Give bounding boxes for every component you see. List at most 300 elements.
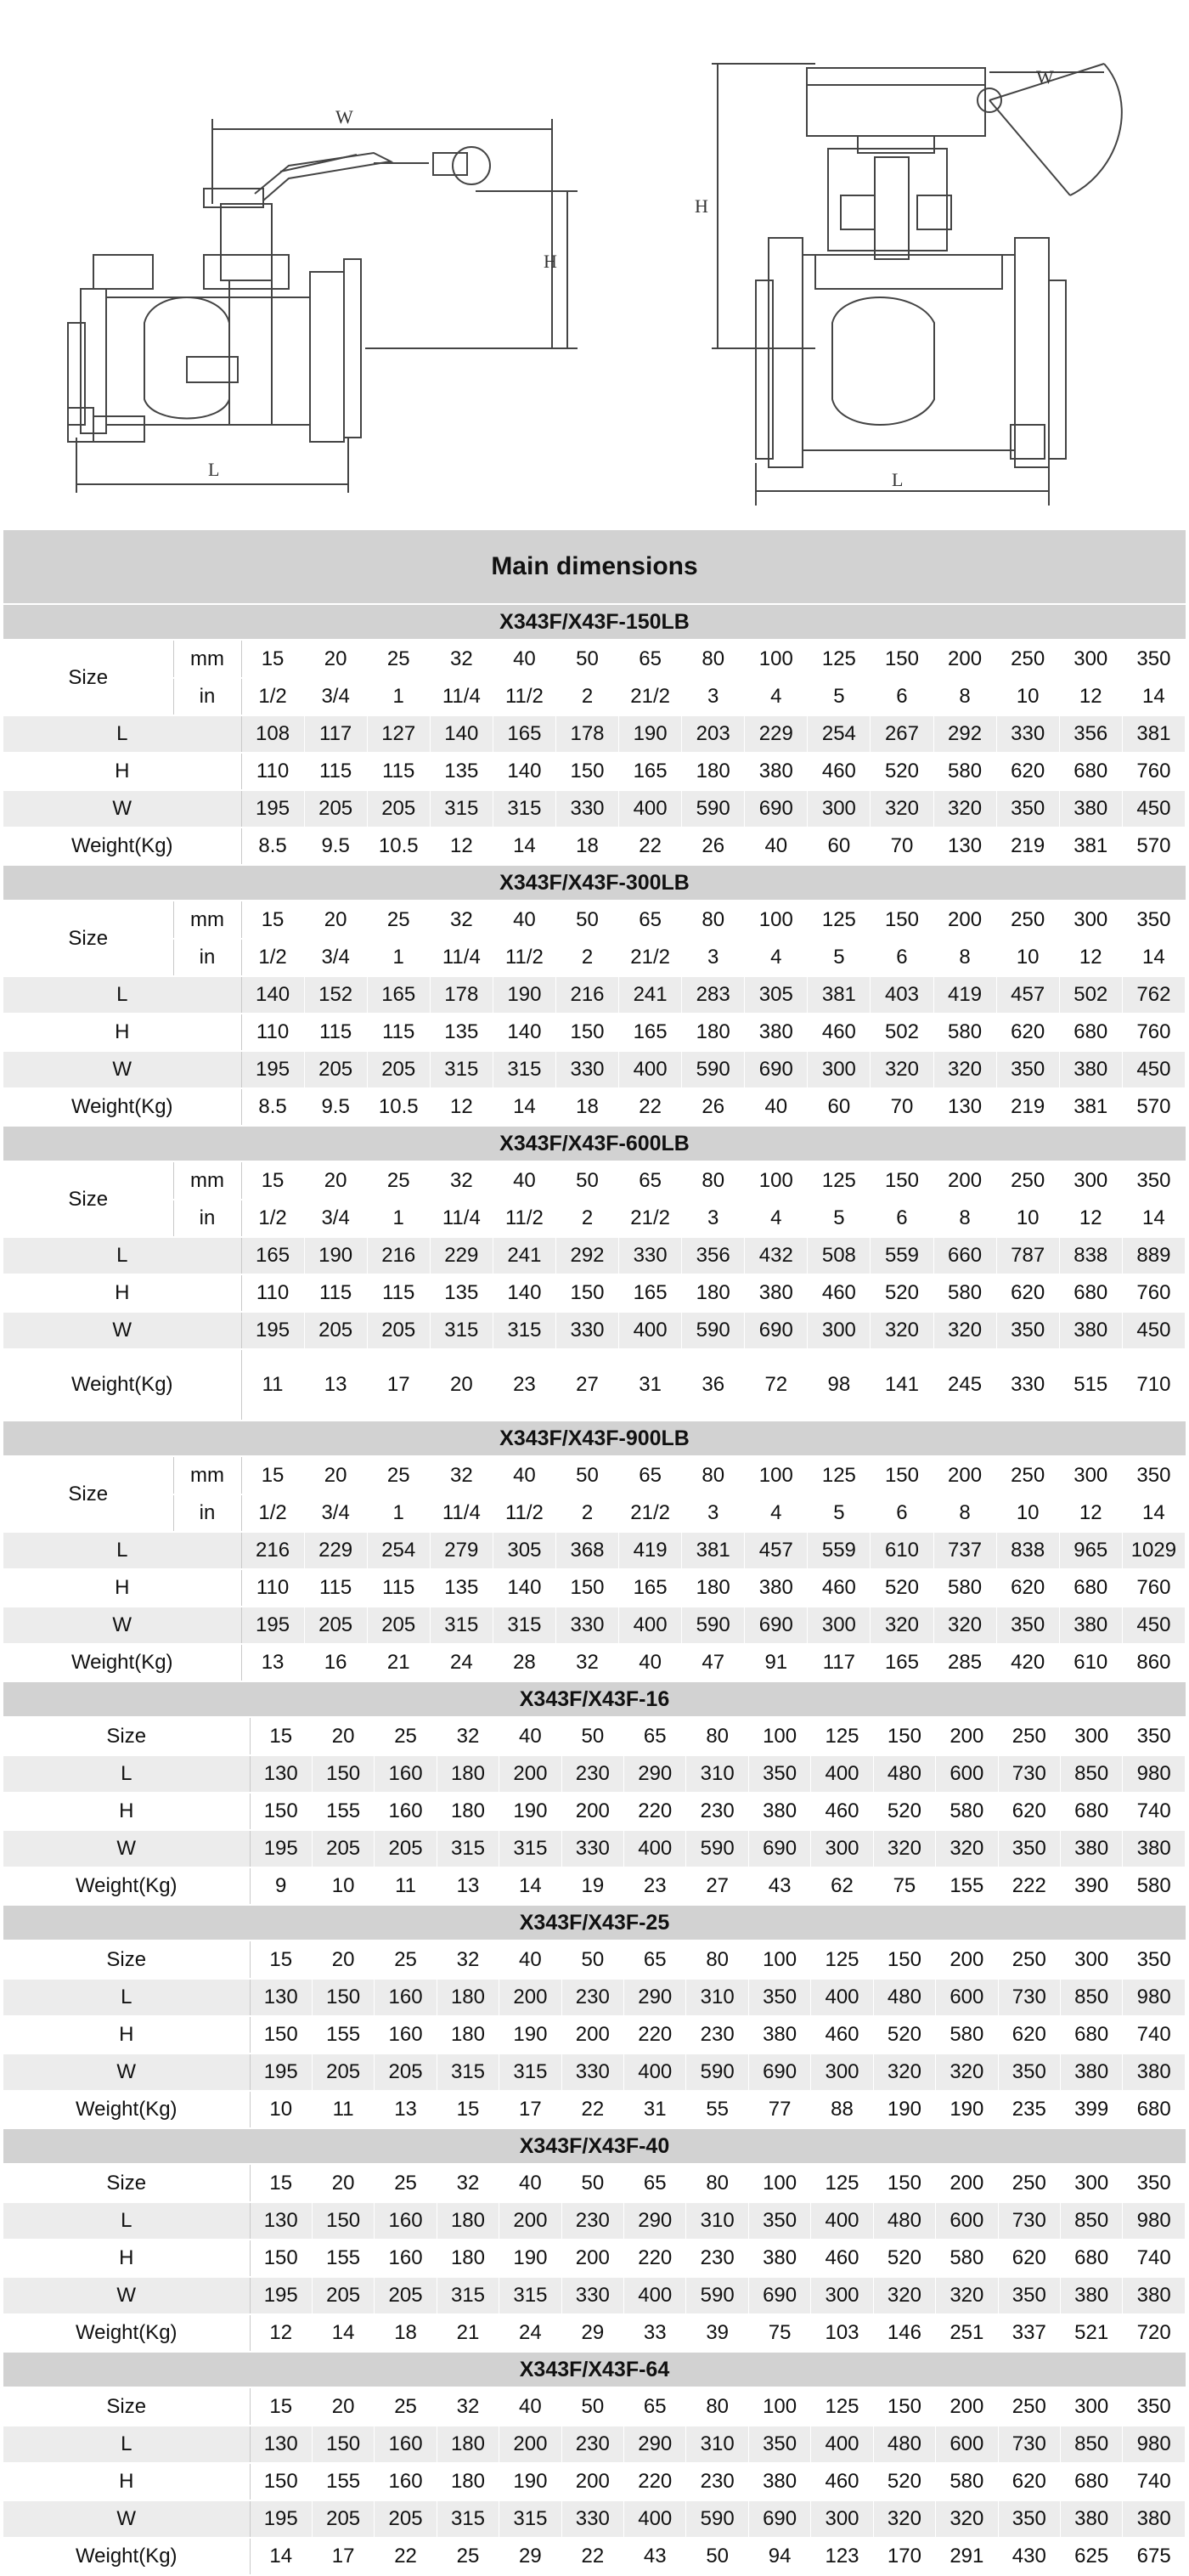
row-label: L <box>3 1755 250 1793</box>
size-cell: 300 <box>1060 1941 1122 1979</box>
mm-cell: 250 <box>996 641 1059 678</box>
value-cell: 350 <box>998 2053 1060 2091</box>
value-cell: 480 <box>873 1979 935 2016</box>
value-cell: 400 <box>619 1312 682 1349</box>
value-cell: 521 <box>1060 2314 1122 2352</box>
row-label: H <box>3 1569 241 1607</box>
value-cell: 195 <box>250 1830 312 1867</box>
table-row <box>3 2314 1186 2352</box>
value-cell: 330 <box>555 1312 618 1349</box>
value-cell: 290 <box>624 1755 686 1793</box>
value-cell: 680 <box>1060 2463 1122 2500</box>
value-cell: 315 <box>437 2053 499 2091</box>
in-cell: 2 <box>555 1200 618 1237</box>
size-cell: 15 <box>250 2388 312 2426</box>
mm-cell: 150 <box>871 1162 933 1200</box>
row-label: W <box>3 790 241 828</box>
value-cell: 356 <box>1059 715 1122 753</box>
value-cell: 205 <box>375 2500 437 2538</box>
mm-cell: 25 <box>367 901 430 939</box>
value-cell: 190 <box>499 2016 561 2053</box>
value-cell: 98 <box>808 1349 871 1421</box>
value-cell: 690 <box>748 2053 810 2091</box>
value-cell: 8.5 <box>241 1088 304 1126</box>
value-cell: 180 <box>437 1793 499 1830</box>
value-cell: 150 <box>312 1979 374 2016</box>
value-cell: 152 <box>304 976 367 1014</box>
value-cell: 75 <box>748 2314 810 2352</box>
table-row <box>3 1979 1186 2016</box>
value-cell: 150 <box>250 2240 312 2277</box>
value-cell: 838 <box>996 1532 1059 1569</box>
value-cell: 399 <box>1060 2091 1122 2128</box>
mm-cell: 15 <box>241 901 304 939</box>
size-cell: 40 <box>499 2165 561 2202</box>
value-cell: 330 <box>561 2500 623 2538</box>
in-cell: 1/2 <box>241 1494 304 1532</box>
size-label: Size <box>3 901 173 976</box>
value-cell: 22 <box>561 2091 623 2128</box>
value-cell: 350 <box>998 2277 1060 2314</box>
value-cell: 150 <box>555 1014 618 1051</box>
value-cell: 430 <box>998 2538 1060 2575</box>
value-cell: 130 <box>250 2426 312 2463</box>
value-cell: 205 <box>375 2053 437 2091</box>
value-cell: 300 <box>808 1312 871 1349</box>
size-cell: 65 <box>624 1941 686 1979</box>
spec-table <box>3 901 1186 1127</box>
mm-cell: 15 <box>241 1162 304 1200</box>
spec-table <box>3 641 1186 866</box>
size-cell: 300 <box>1060 2165 1122 2202</box>
value-cell: 216 <box>555 976 618 1014</box>
value-cell: 450 <box>1122 1312 1185 1349</box>
size-cell: 100 <box>748 1941 810 1979</box>
left-valve-drawing <box>68 119 578 493</box>
in-cell: 1 <box>367 1200 430 1237</box>
row-label: W <box>3 2053 250 2091</box>
value-cell: 620 <box>996 1274 1059 1312</box>
value-cell: 130 <box>250 1755 312 1793</box>
value-cell: 23 <box>493 1349 555 1421</box>
spec-table <box>3 2165 1186 2353</box>
value-cell: 160 <box>375 2463 437 2500</box>
value-cell: 245 <box>933 1349 996 1421</box>
value-cell: 22 <box>619 1088 682 1126</box>
row-label: Weight(Kg) <box>3 1867 250 1905</box>
table-row <box>3 2277 1186 2314</box>
value-cell: 165 <box>619 1569 682 1607</box>
value-cell: 11 <box>375 1867 437 1905</box>
in-cell: 6 <box>871 1494 933 1532</box>
value-cell: 40 <box>745 828 808 865</box>
size-cell: 20 <box>312 2165 374 2202</box>
value-cell: 980 <box>1123 1755 1186 1793</box>
value-cell: 180 <box>682 1274 745 1312</box>
value-cell: 300 <box>811 2277 873 2314</box>
value-cell: 27 <box>686 1867 748 1905</box>
size-cell: 25 <box>375 2388 437 2426</box>
value-cell: 850 <box>1060 2426 1122 2463</box>
value-cell: 350 <box>748 2426 810 2463</box>
value-cell: 21 <box>367 1644 430 1681</box>
value-cell: 320 <box>933 1607 996 1644</box>
value-cell: 31 <box>619 1349 682 1421</box>
in-cell: 10 <box>996 939 1059 976</box>
value-cell: 330 <box>996 715 1059 753</box>
value-cell: 94 <box>748 2538 810 2575</box>
row-label: W <box>3 2277 250 2314</box>
value-cell: 315 <box>430 790 493 828</box>
value-cell: 47 <box>682 1644 745 1681</box>
in-cell: 8 <box>933 1494 996 1532</box>
table-row <box>3 1718 1186 1755</box>
value-cell: 380 <box>1123 1830 1186 1867</box>
size-cell: 250 <box>998 1718 1060 1755</box>
value-cell: 26 <box>682 1088 745 1126</box>
in-cell: 3/4 <box>304 939 367 976</box>
valve-drawings <box>0 0 1189 518</box>
value-cell: 315 <box>493 1051 555 1088</box>
value-cell: 403 <box>871 976 933 1014</box>
value-cell: 315 <box>493 1607 555 1644</box>
value-cell: 11 <box>241 1349 304 1421</box>
table-row <box>3 715 1186 753</box>
row-label: H <box>3 1014 241 1051</box>
value-cell: 155 <box>936 1867 998 1905</box>
mm-cell: 40 <box>493 641 555 678</box>
value-cell: 380 <box>1059 790 1122 828</box>
value-cell: 580 <box>933 1274 996 1312</box>
value-cell: 760 <box>1122 753 1185 790</box>
in-cell: 5 <box>808 939 871 976</box>
size-cell: 80 <box>686 2165 748 2202</box>
value-cell: 140 <box>493 1569 555 1607</box>
in-cell: 8 <box>933 1200 996 1237</box>
value-cell: 75 <box>873 1867 935 1905</box>
value-cell: 740 <box>1123 2240 1186 2277</box>
value-cell: 315 <box>437 2500 499 2538</box>
value-cell: 180 <box>437 2202 499 2240</box>
row-label: H <box>3 1793 250 1830</box>
mm-cell: 65 <box>619 1162 682 1200</box>
value-cell: 315 <box>430 1051 493 1088</box>
value-cell: 205 <box>367 1312 430 1349</box>
row-label: Weight(Kg) <box>3 2538 250 2575</box>
row-label: Weight(Kg) <box>3 2314 250 2352</box>
value-cell: 13 <box>304 1349 367 1421</box>
value-cell: 320 <box>871 1312 933 1349</box>
value-cell: 315 <box>493 790 555 828</box>
page-title: Main dimensions <box>3 530 1186 605</box>
value-cell: 77 <box>748 2091 810 2128</box>
value-cell: 229 <box>304 1532 367 1569</box>
size-cell: 15 <box>250 2165 312 2202</box>
row-label: Weight(Kg) <box>3 2091 250 2128</box>
value-cell: 889 <box>1122 1237 1185 1274</box>
value-cell: 195 <box>241 790 304 828</box>
value-cell: 400 <box>811 2426 873 2463</box>
value-cell: 115 <box>367 1569 430 1607</box>
in-cell: 11/4 <box>430 678 493 715</box>
mm-cell: 350 <box>1122 901 1185 939</box>
table-row <box>3 2053 1186 2091</box>
value-cell: 850 <box>1060 2202 1122 2240</box>
value-cell: 570 <box>1122 828 1185 865</box>
value-cell: 150 <box>555 1569 618 1607</box>
mm-cell: 32 <box>430 1162 493 1200</box>
value-cell: 300 <box>808 1051 871 1088</box>
value-cell: 39 <box>686 2314 748 2352</box>
value-cell: 980 <box>1123 2202 1186 2240</box>
left-h-label: H <box>544 251 557 272</box>
value-cell: 72 <box>745 1349 808 1421</box>
table-row <box>3 1349 1186 1421</box>
value-cell: 13 <box>375 2091 437 2128</box>
value-cell: 205 <box>312 2053 374 2091</box>
value-cell: 180 <box>437 2426 499 2463</box>
value-cell: 620 <box>996 1014 1059 1051</box>
value-cell: 680 <box>1059 1569 1122 1607</box>
value-cell: 140 <box>241 976 304 1014</box>
value-cell: 291 <box>936 2538 998 2575</box>
value-cell: 117 <box>304 715 367 753</box>
value-cell: 60 <box>808 1088 871 1126</box>
value-cell: 320 <box>933 1051 996 1088</box>
value-cell: 460 <box>811 2240 873 2277</box>
value-cell: 115 <box>304 1014 367 1051</box>
value-cell: 730 <box>998 2426 1060 2463</box>
in-cell: 12 <box>1059 1494 1122 1532</box>
value-cell: 230 <box>686 2463 748 2500</box>
spec-table <box>3 2388 1186 2576</box>
value-cell: 520 <box>871 753 933 790</box>
value-cell: 88 <box>811 2091 873 2128</box>
value-cell: 680 <box>1059 1274 1122 1312</box>
value-cell: 155 <box>312 2463 374 2500</box>
value-cell: 419 <box>933 976 996 1014</box>
value-cell: 165 <box>619 1274 682 1312</box>
table-row <box>3 2091 1186 2128</box>
value-cell: 400 <box>619 1607 682 1644</box>
value-cell: 315 <box>437 2277 499 2314</box>
value-cell: 690 <box>745 1051 808 1088</box>
value-cell: 625 <box>1060 2538 1122 2575</box>
value-cell: 292 <box>933 715 996 753</box>
in-cell: 1/2 <box>241 678 304 715</box>
size-cell: 15 <box>250 1718 312 1755</box>
size-cell: 25 <box>375 2165 437 2202</box>
value-cell: 350 <box>996 1051 1059 1088</box>
value-cell: 320 <box>871 1051 933 1088</box>
value-cell: 31 <box>624 2091 686 2128</box>
value-cell: 580 <box>936 2016 998 2053</box>
value-cell: 190 <box>619 715 682 753</box>
value-cell: 160 <box>375 1755 437 1793</box>
value-cell: 165 <box>367 976 430 1014</box>
size-cell: 80 <box>686 1941 748 1979</box>
size-cell: 65 <box>624 1718 686 1755</box>
value-cell: 205 <box>304 790 367 828</box>
value-cell: 200 <box>561 1793 623 1830</box>
size-cell: 20 <box>312 2388 374 2426</box>
table-row <box>3 1607 1186 1644</box>
value-cell: 400 <box>619 1051 682 1088</box>
value-cell: 17 <box>312 2538 374 2575</box>
value-cell: 620 <box>998 1793 1060 1830</box>
size-cell: 200 <box>936 2388 998 2426</box>
value-cell: 135 <box>430 1569 493 1607</box>
section-title: X343F/X43F-16 <box>3 1682 1186 1718</box>
value-cell: 330 <box>561 2053 623 2091</box>
in-label: in <box>173 1494 241 1532</box>
value-cell: 230 <box>686 2240 748 2277</box>
value-cell: 9 <box>250 1867 312 1905</box>
in-cell: 4 <box>745 1494 808 1532</box>
value-cell: 380 <box>745 1274 808 1312</box>
in-cell: 1/2 <box>241 1200 304 1237</box>
value-cell: 91 <box>745 1644 808 1681</box>
value-cell: 8.5 <box>241 828 304 865</box>
value-cell: 200 <box>499 1755 561 1793</box>
value-cell: 180 <box>682 1569 745 1607</box>
value-cell: 680 <box>1060 1793 1122 1830</box>
in-cell: 8 <box>933 939 996 976</box>
value-cell: 150 <box>312 2426 374 2463</box>
value-cell: 315 <box>499 1830 561 1867</box>
table-row <box>3 1755 1186 1793</box>
in-cell: 12 <box>1059 1200 1122 1237</box>
value-cell: 320 <box>936 2277 998 2314</box>
mm-cell: 200 <box>933 1457 996 1494</box>
value-cell: 216 <box>241 1532 304 1569</box>
value-cell: 590 <box>682 1607 745 1644</box>
value-cell: 381 <box>682 1532 745 1569</box>
value-cell: 205 <box>375 2277 437 2314</box>
mm-cell: 40 <box>493 901 555 939</box>
mm-cell: 50 <box>555 901 618 939</box>
value-cell: 146 <box>873 2314 935 2352</box>
in-cell: 12 <box>1059 678 1122 715</box>
value-cell: 205 <box>367 1607 430 1644</box>
in-cell: 11/4 <box>430 1200 493 1237</box>
value-cell: 380 <box>1060 1830 1122 1867</box>
in-cell: 10 <box>996 1200 1059 1237</box>
in-cell: 10 <box>996 1494 1059 1532</box>
value-cell: 520 <box>873 1793 935 1830</box>
row-label: H <box>3 2240 250 2277</box>
right-l-label: L <box>892 469 904 490</box>
value-cell: 450 <box>1122 790 1185 828</box>
size-cell: 32 <box>437 1718 499 1755</box>
mm-cell: 65 <box>619 641 682 678</box>
value-cell: 200 <box>499 2202 561 2240</box>
row-label: L <box>3 1979 250 2016</box>
value-cell: 27 <box>555 1349 618 1421</box>
table-row <box>3 1274 1186 1312</box>
section-title: X343F/X43F-40 <box>3 2129 1186 2165</box>
row-label: Weight(Kg) <box>3 1644 241 1681</box>
value-cell: 400 <box>811 2202 873 2240</box>
value-cell: 320 <box>936 2053 998 2091</box>
mm-cell: 200 <box>933 1162 996 1200</box>
size-cell: 150 <box>873 1718 935 1755</box>
value-cell: 380 <box>1059 1607 1122 1644</box>
value-cell: 380 <box>1060 2500 1122 2538</box>
size-cell: 15 <box>250 1941 312 1979</box>
value-cell: 320 <box>871 1607 933 1644</box>
value-cell: 330 <box>561 1830 623 1867</box>
mm-cell: 125 <box>808 1162 871 1200</box>
value-cell: 350 <box>748 1979 810 2016</box>
in-cell: 2 <box>555 1494 618 1532</box>
mm-cell: 350 <box>1122 1457 1185 1494</box>
value-cell: 165 <box>619 1014 682 1051</box>
value-cell: 160 <box>375 2016 437 2053</box>
in-cell: 3 <box>682 939 745 976</box>
value-cell: 330 <box>555 790 618 828</box>
spec-sections <box>3 605 1186 2576</box>
value-cell: 17 <box>367 1349 430 1421</box>
section-title: X343F/X43F-64 <box>3 2353 1186 2388</box>
value-cell: 315 <box>430 1312 493 1349</box>
value-cell: 690 <box>748 2500 810 2538</box>
in-label: in <box>173 1200 241 1237</box>
row-label: W <box>3 1312 241 1349</box>
table-row <box>3 1088 1186 1126</box>
value-cell: 450 <box>1122 1051 1185 1088</box>
size-label: Size <box>3 1162 173 1237</box>
value-cell: 315 <box>499 2277 561 2314</box>
value-cell: 22 <box>561 2538 623 2575</box>
value-cell: 205 <box>367 1051 430 1088</box>
value-cell: 150 <box>555 753 618 790</box>
value-cell: 381 <box>1122 715 1185 753</box>
value-cell: 690 <box>745 1607 808 1644</box>
value-cell: 220 <box>624 2016 686 2053</box>
value-cell: 610 <box>1059 1644 1122 1681</box>
in-cell: 4 <box>745 939 808 976</box>
value-cell: 14 <box>499 1867 561 1905</box>
value-cell: 457 <box>996 976 1059 1014</box>
in-cell: 6 <box>871 678 933 715</box>
in-cell: 11/2 <box>493 1200 555 1237</box>
mm-cell: 65 <box>619 901 682 939</box>
value-cell: 205 <box>304 1051 367 1088</box>
size-cell: 200 <box>936 1941 998 1979</box>
value-cell: 350 <box>996 790 1059 828</box>
value-cell: 180 <box>437 2463 499 2500</box>
mm-cell: 40 <box>493 1162 555 1200</box>
value-cell: 13 <box>241 1644 304 1681</box>
value-cell: 590 <box>686 2500 748 2538</box>
value-cell: 18 <box>555 1088 618 1126</box>
value-cell: 155 <box>312 2240 374 2277</box>
value-cell: 460 <box>811 2016 873 2053</box>
size-cell: 350 <box>1123 2388 1186 2426</box>
value-cell: 25 <box>437 2538 499 2575</box>
value-cell: 380 <box>745 1014 808 1051</box>
size-cell: 40 <box>499 2388 561 2426</box>
in-cell: 6 <box>871 1200 933 1237</box>
value-cell: 730 <box>998 1979 1060 2016</box>
value-cell: 150 <box>312 1755 374 1793</box>
row-label: Weight(Kg) <box>3 1088 241 1126</box>
value-cell: 680 <box>1059 1014 1122 1051</box>
value-cell: 40 <box>619 1644 682 1681</box>
size-cell: 50 <box>561 2388 623 2426</box>
value-cell: 787 <box>996 1237 1059 1274</box>
